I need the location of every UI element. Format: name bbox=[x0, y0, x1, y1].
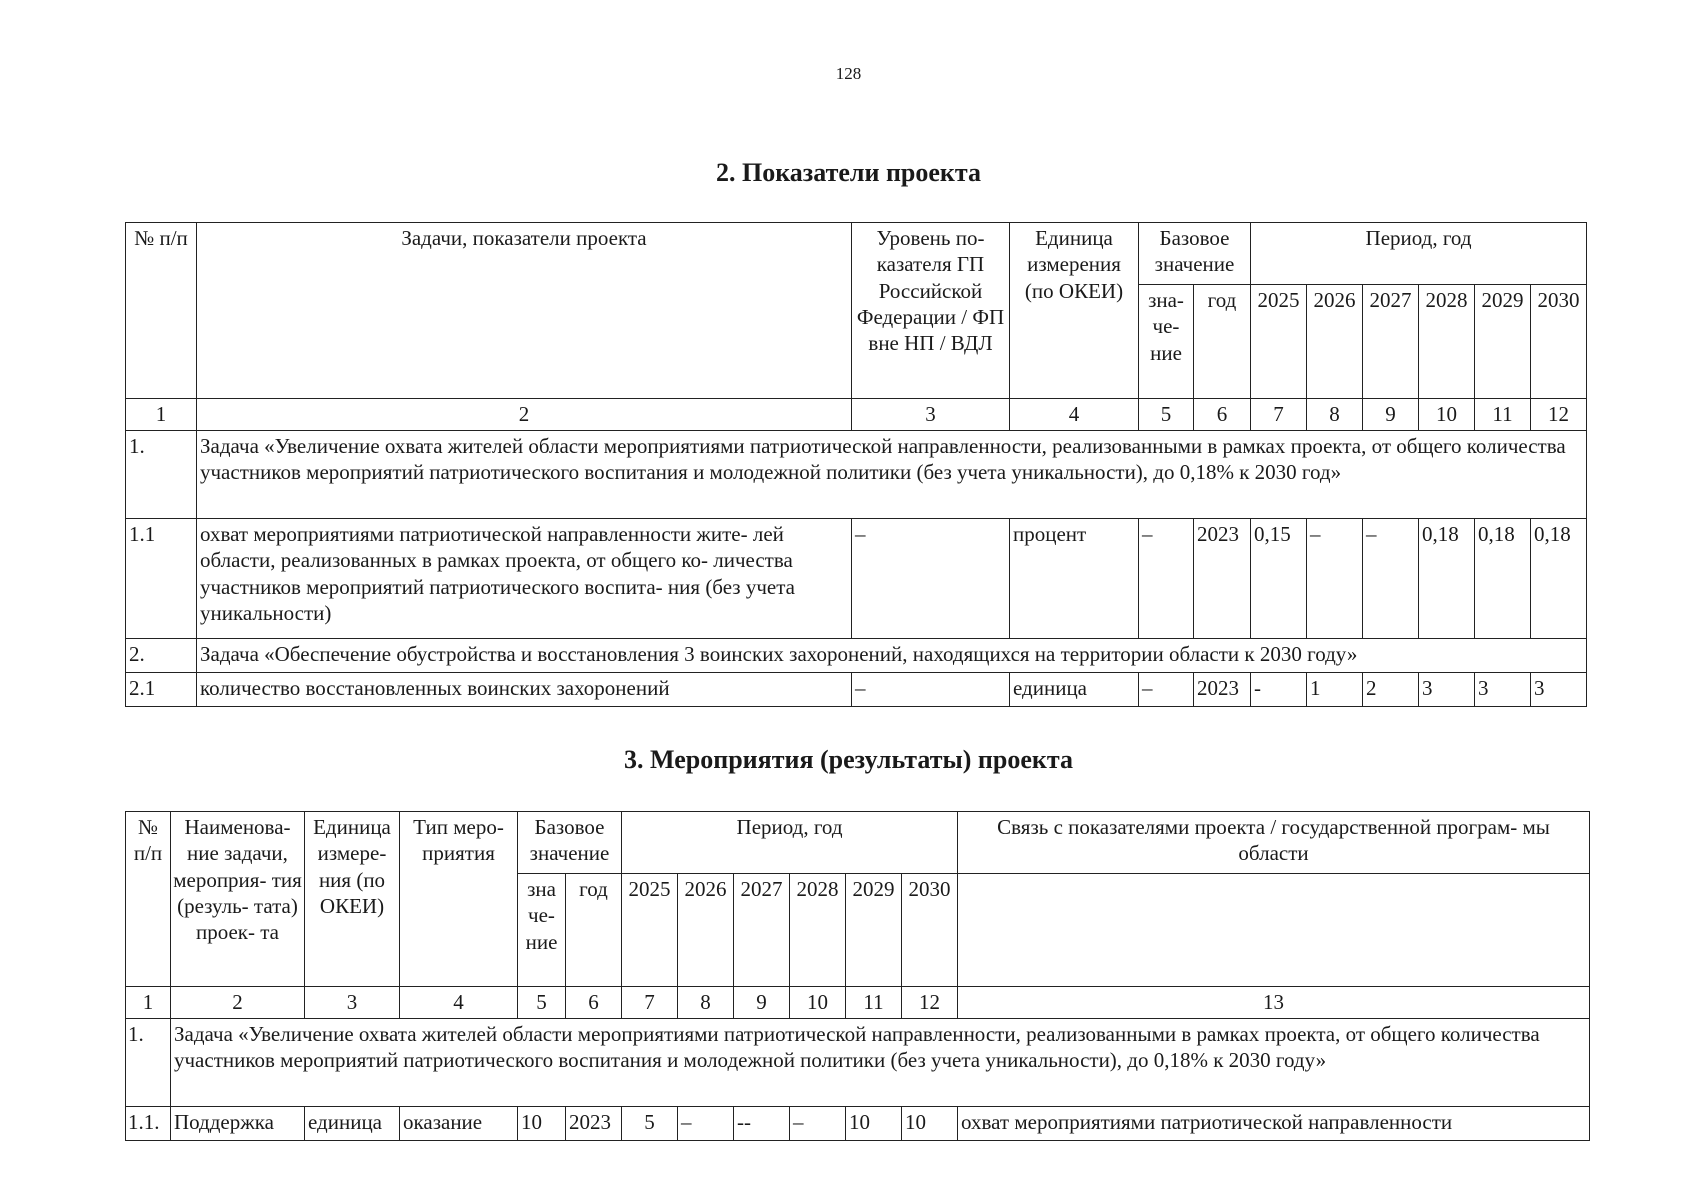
task-row bbox=[126, 639, 1587, 673]
indicator-num: 1.1 bbox=[126, 519, 197, 639]
header-year: 2030 bbox=[1531, 285, 1587, 399]
header-row-1 bbox=[126, 812, 1590, 874]
indicator-name: количество восстановленных воинских захоронений bbox=[197, 673, 852, 707]
indicator-row bbox=[126, 519, 1587, 639]
column-number: 1 bbox=[126, 987, 171, 1019]
column-number: 10 bbox=[1419, 399, 1475, 431]
column-number: 2 bbox=[171, 987, 305, 1019]
indicator-value: 0,15 bbox=[1251, 519, 1307, 639]
header-base: Базовое значение bbox=[518, 812, 622, 874]
indicator-base-year: 2023 bbox=[1194, 519, 1251, 639]
column-number: 11 bbox=[1475, 399, 1531, 431]
column-number: 5 bbox=[1139, 399, 1194, 431]
header-year: 2027 bbox=[1363, 285, 1419, 399]
column-number: 7 bbox=[1251, 399, 1307, 431]
column-number: 4 bbox=[400, 987, 518, 1019]
indicator-value: - bbox=[1251, 673, 1307, 707]
indicator-level: – bbox=[852, 519, 1010, 639]
activity-value: 10 bbox=[902, 1107, 958, 1141]
header-year: 2030 bbox=[902, 874, 958, 987]
header-period: Период, год bbox=[1251, 223, 1587, 285]
header-base-value: зна- че- ние bbox=[1139, 285, 1194, 399]
activity-row bbox=[126, 1107, 1590, 1141]
header-num: № п/п bbox=[126, 812, 171, 987]
activity-unit: единица bbox=[305, 1107, 400, 1141]
task-num: 2. bbox=[126, 639, 197, 673]
column-number: 7 bbox=[622, 987, 678, 1019]
project-indicators-table bbox=[125, 222, 1587, 707]
task-num: 1. bbox=[126, 1019, 171, 1107]
header-unit: Единица измере- ния (по ОКЕИ) bbox=[305, 812, 400, 987]
header-year: 2025 bbox=[1251, 285, 1307, 399]
activity-base-year: 2023 bbox=[566, 1107, 622, 1141]
page-number: 128 bbox=[835, 64, 862, 83]
column-number: 12 bbox=[902, 987, 958, 1019]
header-type: Тип меро- приятия bbox=[400, 812, 518, 987]
header-year: 2027 bbox=[734, 874, 790, 987]
indicator-level: – bbox=[852, 673, 1010, 707]
indicator-base-value: – bbox=[1139, 673, 1194, 707]
task-row bbox=[126, 1019, 1590, 1107]
indicator-value: 3 bbox=[1419, 673, 1475, 707]
header-year: 2028 bbox=[1419, 285, 1475, 399]
header-base-year: год bbox=[566, 874, 622, 987]
section-2-title: 2. Показатели проекта bbox=[715, 158, 981, 187]
column-number: 3 bbox=[305, 987, 400, 1019]
column-number: 10 bbox=[790, 987, 846, 1019]
column-number: 6 bbox=[1194, 399, 1251, 431]
header-link: Связь с показателями проекта / государственной програм- мы области bbox=[958, 812, 1590, 874]
column-number: 9 bbox=[1363, 399, 1419, 431]
indicator-unit: процент bbox=[1010, 519, 1139, 639]
indicator-value: 1 bbox=[1307, 673, 1363, 707]
header-unit: Единица измерения (по ОКЕИ) bbox=[1010, 223, 1139, 399]
activity-value: 10 bbox=[846, 1107, 902, 1141]
header-base-year: год bbox=[1194, 285, 1251, 399]
indicator-value: 0,18 bbox=[1475, 519, 1531, 639]
header-level: Уровень по- казателя ГП Российской Федерации / ФП вне НП / ВДЛ bbox=[852, 223, 1010, 399]
indicator-value: 3 bbox=[1475, 673, 1531, 707]
indicator-name: охват мероприятиями патриотической направленности жите- лей области, реализованных в рамках проекта, от общего ко- личества участников мероприятий патриотического воспита- ния (без учета уникальности) bbox=[197, 519, 852, 639]
column-number: 5 bbox=[518, 987, 566, 1019]
indicator-value: 0,18 bbox=[1419, 519, 1475, 639]
indicator-value: – bbox=[1307, 519, 1363, 639]
activity-value: – bbox=[678, 1107, 734, 1141]
column-number: 1 bbox=[126, 399, 197, 431]
indicator-row bbox=[126, 673, 1587, 707]
column-number: 4 bbox=[1010, 399, 1139, 431]
header-year: 2029 bbox=[846, 874, 902, 987]
indicator-unit: единица bbox=[1010, 673, 1139, 707]
column-number: 9 bbox=[734, 987, 790, 1019]
header-year: 2026 bbox=[678, 874, 734, 987]
indicator-num: 2.1 bbox=[126, 673, 197, 707]
header-base: Базовое значение bbox=[1139, 223, 1251, 285]
header-tasks: Задачи, показатели проекта bbox=[197, 223, 852, 399]
activity-value: 5 bbox=[622, 1107, 678, 1141]
indicator-base-value: – bbox=[1139, 519, 1194, 639]
header-year: 2026 bbox=[1307, 285, 1363, 399]
header-year: 2025 bbox=[622, 874, 678, 987]
section-3-title: 3. Мероприятия (результаты) проекта bbox=[624, 745, 1073, 774]
column-number: 3 bbox=[852, 399, 1010, 431]
column-number: 11 bbox=[846, 987, 902, 1019]
header-num: № п/п bbox=[126, 223, 197, 399]
header-period: Период, год bbox=[622, 812, 958, 874]
task-num: 1. bbox=[126, 431, 197, 519]
column-number: 12 bbox=[1531, 399, 1587, 431]
indicator-value: – bbox=[1363, 519, 1419, 639]
column-number: 6 bbox=[566, 987, 622, 1019]
activity-link: охват мероприятиями патриотической направленности bbox=[958, 1107, 1590, 1141]
activity-name: Поддержка bbox=[171, 1107, 305, 1141]
header-link-empty bbox=[958, 874, 1590, 987]
column-number: 2 bbox=[197, 399, 852, 431]
activity-type: оказание bbox=[400, 1107, 518, 1141]
activity-value: – bbox=[790, 1107, 846, 1141]
indicator-value: 2 bbox=[1363, 673, 1419, 707]
task-text: Задача «Увеличение охвата жителей области мероприятиями патриотической направленности, реализованными в рамках проекта, от общего количества участников мероприятий патриотического воспитания и молодежной политики (без учета уникальности), до 0,18% к 2030 году» bbox=[171, 1019, 1590, 1107]
column-number-row bbox=[126, 399, 1587, 431]
column-number: 8 bbox=[678, 987, 734, 1019]
header-year: 2028 bbox=[790, 874, 846, 987]
task-row bbox=[126, 431, 1587, 519]
column-number: 8 bbox=[1307, 399, 1363, 431]
header-year: 2029 bbox=[1475, 285, 1531, 399]
indicator-base-year: 2023 bbox=[1194, 673, 1251, 707]
header-row-1 bbox=[126, 223, 1587, 285]
indicator-value: 3 bbox=[1531, 673, 1587, 707]
header-name: Наименова- ние задачи, мероприя- тия (резуль- тата) проек- та bbox=[171, 812, 305, 987]
column-number-row bbox=[126, 987, 1590, 1019]
column-number: 13 bbox=[958, 987, 1590, 1019]
indicator-value: 0,18 bbox=[1531, 519, 1587, 639]
task-text: Задача «Обеспечение обустройства и восстановления 3 воинских захоронений, находящихся на территории области к 2030 году» bbox=[197, 639, 1587, 673]
project-activities-table bbox=[125, 811, 1590, 1141]
header-base-value: зна че- ние bbox=[518, 874, 566, 987]
activity-num: 1.1. bbox=[126, 1107, 171, 1141]
activity-value: -- bbox=[734, 1107, 790, 1141]
task-text: Задача «Увеличение охвата жителей области мероприятиями патриотической направленности, реализованными в рамках проекта, от общего количества участников мероприятий патриотического воспитания и молодежной политики (без учета уникальности), до 0,18% к 2030 год» bbox=[197, 431, 1587, 519]
activity-base-value: 10 bbox=[518, 1107, 566, 1141]
